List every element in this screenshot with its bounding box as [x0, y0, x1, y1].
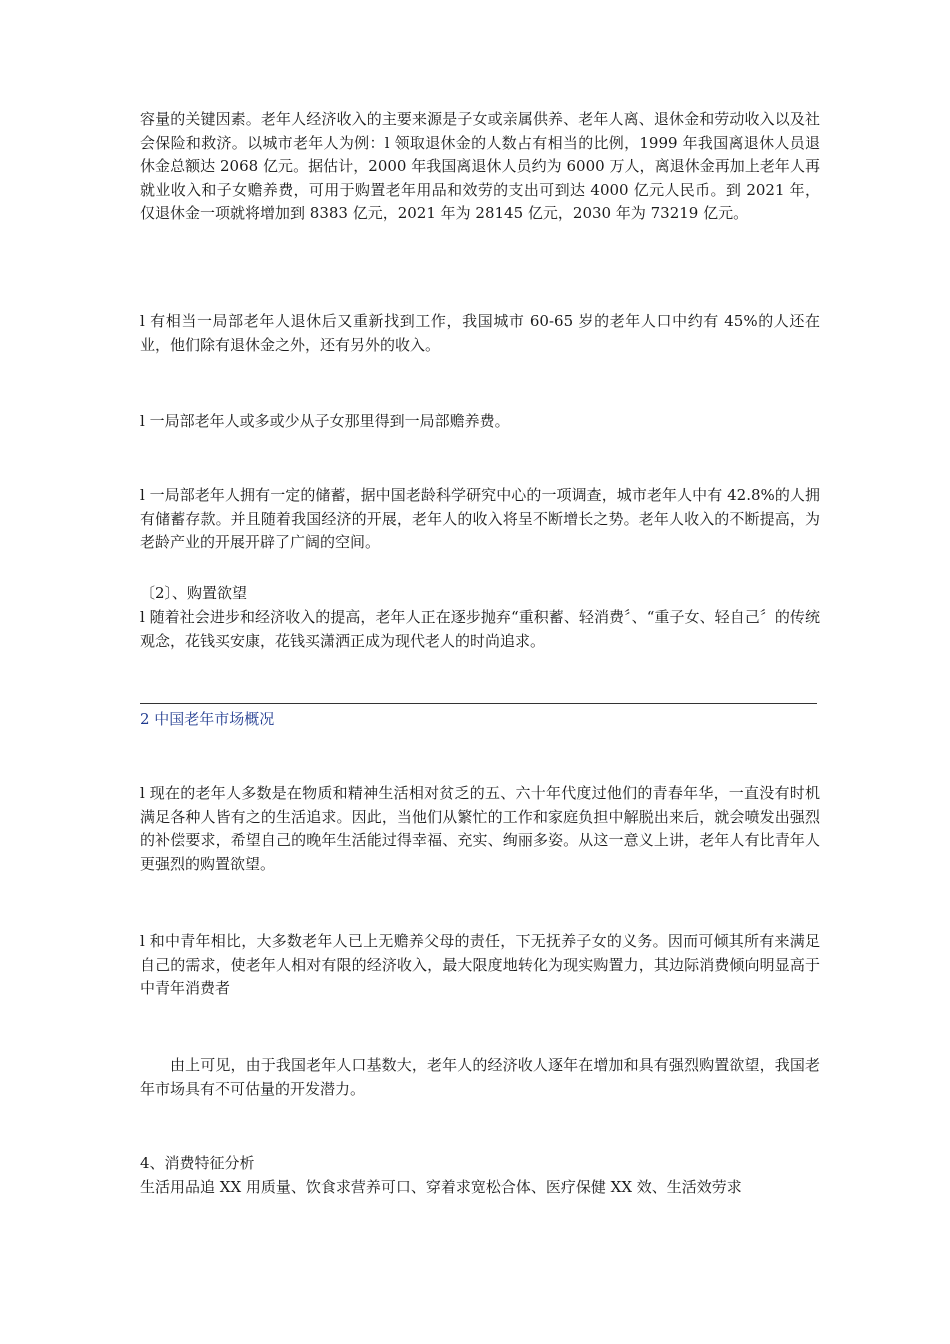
paragraph-consumption-tendency: l 和中青年相比，大多数老年人已上无赡养父母的责任，下无抚养子女的义务。因而可倾其所有来满足自己的需求，使老年人相对有限的经济收入，最大限度地转化为现实购置力，其边际消费倾向明显高于中青年消费者	[140, 932, 820, 998]
subheading-consumption-features: 4、消费特征分析	[140, 1154, 255, 1172]
paragraph-reemployment: l 有相当一局部老年人退休后又重新找到工作，我国城市 60-65 岁的老年人口中约有 45%的人还在业，他们除有退休金之外，还有另外的收入。	[140, 312, 820, 354]
subheading-purchase-desire: 〔2〕、购置欲望	[140, 584, 248, 602]
paragraph-consumption-features: 生活用品追 XX 用质量、饮食求营养可口、穿着求宽松合体、医疗保健 XX 效、生活效劳求	[140, 1178, 742, 1196]
paragraph-market-potential: 由上可见，由于我国老年人口基数大，老年人的经济收人逐年在增加和具有强烈购置欲望，我国老年市场具有不可估量的开发潜力。	[140, 1056, 820, 1098]
paragraph-savings: l 一局部老年人拥有一定的储蓄，据中国老龄科学研究中心的一项调查，城市老年人中有 42.8%的人拥有储蓄存款。并且随着我国经济的开展，老年人的收入将呈不断增长之势。老年人收入的不断提高，为老龄产业的开展开辟了广阔的空间。	[140, 486, 820, 552]
paragraph-compensation-need: l 现在的老年人多数是在物质和精神生活相对贫乏的五、六十年代度过他们的青春年华，一直没有时机满足各种人皆有之的生活追求。因此，当他们从繁忙的工作和家庭负担中解脱出来后，就会喷发出强烈的补偿要求，希望自己的晚年生活能过得幸福、充实、绚丽多姿。从这一意义上讲，老年人有比青年人更强烈的购置欲望。	[140, 784, 820, 873]
section-title: 2 中国老年市场概况	[140, 710, 275, 728]
paragraph-purchase-desire: l 随着社会进步和经济收入的提高，老年人正在逐步抛弃“重积蓄、轻消费〞、“重子女、轻自己〞的传统观念，花钱买安康，花钱买潇洒正成为现代老人的时尚追求。	[140, 608, 820, 650]
paragraph-income-sources: 容量的关键因素。老年人经济收入的主要来源是子女或亲属供养、老年人离、退休金和劳动收入以及社会保险和救济。以城市老年人为例：l 领取退休金的人数占有相当的比例，1999 年我国离退休人员退休金总额达 2068 亿元。据估计，2000 年我国离退休人员约为 6000 万人，离退休金再加上老年人再就业收入和子女赡养费，可用于购置老年用品和效劳的支出可到达 4000 亿元人民币。到 2021 年，仅退休金一项就将增加到 8383 亿元，2021 年为 28145 亿元，2030 年为 73219 亿元。	[140, 110, 820, 223]
section-divider	[140, 703, 817, 704]
paragraph-support-from-children: l 一局部老年人或多或少从子女那里得到一局部赡养费。	[140, 412, 510, 430]
